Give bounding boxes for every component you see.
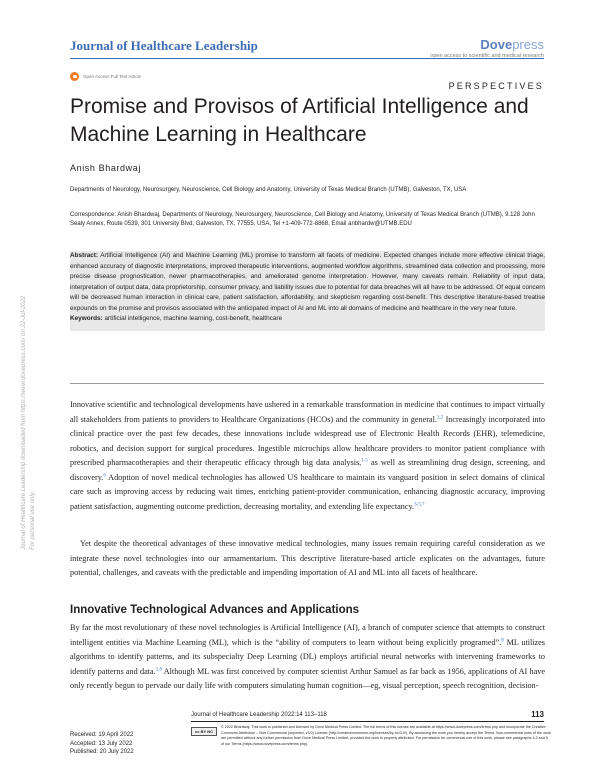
abstract-divider (70, 383, 544, 384)
article-dates (70, 731, 134, 757)
body-text: as well as streamlining drug design, screening, and discovery. (70, 458, 545, 482)
body-text: ML utilizes algorithms to identify patterns, and its subspecialty Deep Learning (DL) employs artificial neural networks with intervening frameworks to identify patterns and data. (70, 637, 545, 676)
published-date: Published: 20 July 2022 (70, 749, 134, 755)
cc-license-icon[interactable]: cc BY NC (191, 727, 217, 736)
article-type-label: PERSPECTIVES (448, 81, 544, 91)
keywords (70, 314, 545, 325)
download-notice-line2: For personal use only. (30, 491, 36, 550)
footer-journal-reference[interactable]: Journal of Healthcare Leadership 2022:14 113–118 (191, 712, 327, 718)
citation[interactable]: 3-5,7 (414, 501, 425, 507)
brand-suffix: press (512, 37, 544, 52)
body-text: Adoption of novel medical technologies has allowed US healthcare to maintain its vanguard position in select domains of clinical care such as improving access by reducing wait times, enriching patient-provider communication, enhancing diagnostic accuracy, improving patient satisfaction, augmenting outcome prediction, decreasing mortality, and extending life expectancy. (70, 472, 545, 511)
body-paragraph-1 (70, 398, 545, 514)
open-access-icon (70, 72, 79, 81)
author-affiliation: Departments of Neurology, Neurosurgery, Neuroscience, Cell Biology and Anatomy, University of Texas Medical Branch (UTMB), Galveston, TX, USA (70, 187, 467, 193)
publisher-tagline: open access to scientific and medical research (430, 53, 544, 59)
correspondence: Correspondence: Anish Bhardwaj, Departments of Neurology, Neurosurgery, Neuroscience, Cell Biology and Anatomy, University of Texas Medical Branch (UTMB), 9.128 John Sealy Annex, Route 0539, 301 University Blvd, Galveston, TX, 77555, USA, Tel +1-409-772-8868, Email anbhardw@UTMB.EDU (70, 212, 535, 227)
download-notice (8, 170, 40, 550)
keywords-text: artificial intelligence, machine learning, cost-benefit, healthcare (104, 315, 283, 322)
body-text: By far the most revolutionary of these novel technologies is Artificial Intelligence (AI), a branch of computer science that attempts to construct intelligent entities via Machine Learning (ML), which is the “ability of computers to learn without being explicitly programed”. (70, 623, 545, 647)
abstract-text: Artificial Intelligence (AI) and Machine Learning (ML) promise to transform all facets of medicine. Expected changes include more effective clinical triage, enhanced accuracy of diagnostic interpretations, improved therapeutic interventions, augmented workflow algorithms, streamlined data collection and processing, more precise disease prognostication, newer pharmacotherapies, and ameliorated genome interpretation. However, many caveats remain. Reliability of input data, interpretation of output data, data proprietorship, consumer privacy, and liability issues due to potential for data breaches will all have to be addressed. Of equal concern will be decreased human interaction in clinical care, patient satisfaction, affordability, and skepticism regarding cost-benefit. This descriptive literature-based treatise expounds on the promise and provisos associated with the anticipated impact of AI and ML into all domains of medicine and healthcare in the very near future. (70, 252, 545, 312)
citation[interactable]: 6 (103, 472, 106, 478)
citation[interactable]: 1,2 (436, 414, 444, 420)
body-paragraph-3 (70, 621, 545, 694)
open-access-label: Open Access Full Text Article (83, 74, 141, 79)
article-title: Promise and Provisos of Artificial Intelligence and Machine Learning in Healthcare (70, 95, 529, 146)
page-number: 113 (531, 710, 544, 719)
publisher-brand[interactable] (430, 37, 544, 59)
header-divider (70, 58, 544, 59)
body-paragraph-2: Yet despite the theoretical advantages of these innovative medical technologies, many issues remain requiring careful consideration as we integrate these novel technologies into our armamentarium. This descriptive literature-based article explicates on the advantages, future potential, challenges, and caveats with the predictable and impending importation of AI and ML into all facets of healthcare. (70, 539, 545, 577)
accepted-date: Accepted: 13 July 2022 (70, 740, 133, 747)
publisher-logo (430, 37, 544, 52)
citation[interactable]: 1,8 (155, 666, 162, 672)
section-heading: Innovative Technological Advances and Applications (70, 604, 360, 616)
abstract (70, 251, 545, 331)
download-notice-line1: Journal of Healthcare Leadership downloaded from https://www.dovepress.com/ on 22-Jul-2022 (21, 295, 27, 550)
citation[interactable]: 1-5 (361, 458, 368, 464)
author-name: Anish Bhardwaj (70, 163, 141, 173)
body-text: Although ML was first conceived by computer scientist Arthur Samuel as far back as 1956, applications of AI have only recently begun to pervade our daily life with computers simulating human cognition—eg, visual perception, speech recognition, decision- (70, 666, 545, 690)
body-text: Innovative scientific and technological developments have ushered in a remarkable transformation in medicine that continues to impact virtually all stakeholders from patients to providers to Healthcare Organizations (HCOs) and the community in general. (70, 400, 545, 424)
license-text: © 2022 Bhardwaj. This work is published and licensed by Dove Medical Press Limited. The full terms of this license are available at https://www.dovepress.com/terms.php and incorporate the Creative Commons Attribution – Non Commercial (unported, v3.0) License (http://creativecommons.org/licenses/by-nc/3.0/). By accessing the work you hereby accept the Terms. Non-commercial uses of the work are permitted without any further permission from Dove Medical Press Limited, provided the work is properly attributed. For permission for commercial use of this work, please see paragraphs 4.2 and 5 of our Terms (https://www.dovepress.com/terms.php). (221, 725, 551, 746)
body-text: Increasingly incorporated into clinical practice over the past few decades, these innovations include widespread use of Electronic Health Records (EHR), telemedicine, robotics, and decision support for surgical procedures. Ingestible microchips allow healthcare providers to monitor patient compliance with prescribed pharmacotherapies and their therapeutic efficacy through big data analysis, (70, 414, 545, 467)
brand-main: Dove (480, 37, 513, 52)
footer-divider (191, 721, 544, 722)
open-access-badge (70, 72, 141, 81)
received-date: Received: 19 April 2022 (70, 732, 134, 738)
journal-title[interactable]: Journal of Healthcare Leadership (70, 38, 258, 53)
keywords-label: Keywords: (70, 315, 103, 322)
citation[interactable]: 8 (501, 637, 504, 643)
abstract-label: Abstract: (70, 252, 99, 259)
